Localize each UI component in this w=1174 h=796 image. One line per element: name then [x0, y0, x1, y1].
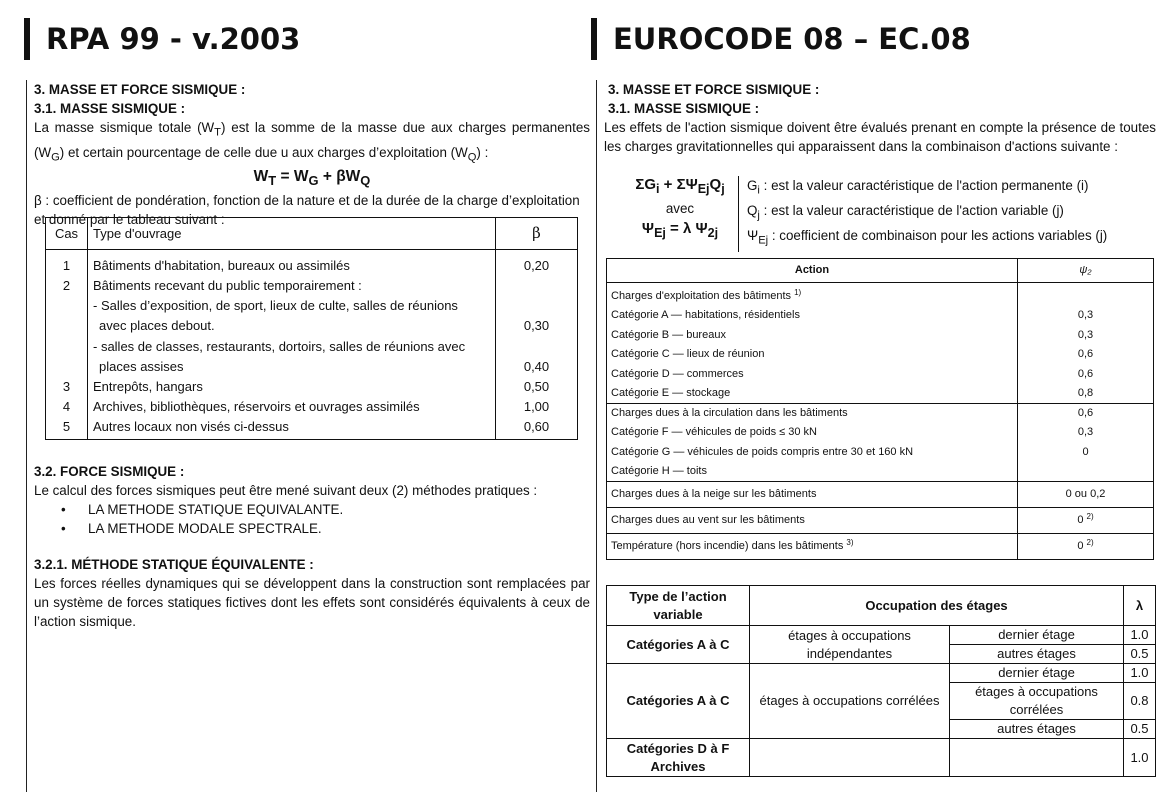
floor-cell: autres étages	[950, 720, 1124, 739]
floor-cell: dernier étage	[950, 664, 1124, 683]
right-column-rule	[596, 80, 597, 792]
action-cell: Charges dues à la circulation dans les bâtiments	[607, 404, 1018, 424]
table-row	[607, 404, 1154, 424]
occupation-cell: étages à occupations indépendantes	[750, 626, 950, 664]
category-cell: Catégories A à C	[607, 626, 750, 664]
action-cell: Charges dues à la neige sur les bâtiments	[607, 482, 1018, 508]
table-row	[607, 345, 1154, 365]
type-cell: Archives, bibliothèques, réservoirs et ouvrages assimilés	[88, 397, 496, 417]
def-psi: $\Psi_{Ej}$ : coefficient de combinaison pour les actions variables (j)	[747, 228, 1108, 248]
action-cell: Catégorie F — véhicules de poids ≤ 30 kN	[607, 423, 1018, 443]
force-section	[34, 462, 590, 631]
psi-cell: 0,6	[1077, 348, 1094, 361]
table-row	[607, 365, 1154, 385]
psi-cell	[1018, 283, 1154, 307]
cas-cell	[46, 356, 88, 376]
beta-cell: 0,60	[523, 419, 550, 435]
psi2-table	[606, 258, 1154, 560]
section-3-2-heading: 3.2. FORCE SISMIQUE :	[34, 464, 185, 479]
action-cell: Catégorie H — toits	[607, 462, 1018, 482]
table-header-row	[607, 586, 1156, 626]
table-row	[607, 283, 1154, 307]
wt-formula: $W_T = W_G + \beta W_Q$	[253, 168, 371, 189]
lambda-cell: 0.5	[1124, 720, 1156, 739]
col-psi2-header: ψ₂	[1018, 259, 1154, 283]
psi-cell: 0,6	[1077, 367, 1094, 380]
action-cell: Charges dues au vent sur les bâtiments	[607, 508, 1018, 534]
action-cell: Catégorie E — stockage	[607, 384, 1018, 404]
floor-cell: dernier étage	[950, 626, 1124, 645]
beta-table	[45, 217, 578, 440]
lambda-table	[606, 585, 1156, 777]
section-3-2-1-heading: 3.2.1. MÉTHODE STATIQUE ÉQUIVALENTE :	[34, 557, 314, 572]
lambda-cell: 0.8	[1124, 683, 1156, 720]
cas-cell: 5	[46, 417, 88, 440]
table-row	[46, 417, 578, 440]
col-lambda-header: λ	[1124, 586, 1156, 626]
type-cell: Bâtiments recevant du public temporairement :	[88, 275, 496, 295]
table-row	[607, 482, 1154, 508]
action-cell: Charges d'exploitation des bâtiments $^{1)}$	[607, 283, 1018, 307]
table-row	[607, 423, 1154, 443]
cas-cell	[46, 295, 88, 315]
table-header-row	[607, 259, 1154, 283]
cas-cell: 2	[46, 275, 88, 295]
beta-cell: 0,40	[523, 358, 550, 374]
category-cell: Catégories A à C	[607, 664, 750, 739]
psi-formula: $\Psi_{Ej} = \lambda$ $\Psi_{2j}$	[641, 220, 719, 240]
psi-cell: 0,3	[1077, 309, 1094, 322]
col-action-header: Action	[607, 259, 1018, 283]
table-row	[607, 384, 1154, 404]
ec-section-3-1-heading: 3.1. MASSE SISMIQUE :	[608, 101, 760, 116]
seismic-mass-paragraph: La masse sismique totale $(W_T)$ est la somme de la masse due aux charges permanentes $(W_G)$ et certain pourcentage de celle due u aux charges d’exploitation $(W_Q)$ :	[34, 120, 590, 164]
formula-definitions	[738, 176, 1107, 252]
lambda-cell: 1.0	[1124, 626, 1156, 645]
floor-cell: autres étages	[950, 645, 1124, 664]
cas-cell: 1	[46, 250, 88, 276]
beta-cell: 0,30	[523, 318, 550, 334]
static-method-paragraph: Les forces réelles dynamiques qui se développent dans la construction sont remplacées par un système de forces statiques fictives dont les effets sont considérés équivalents à ceux de l’action sismique.	[34, 576, 590, 629]
psi-cell: 0 $^{2)}$	[1018, 508, 1154, 534]
cas-cell	[46, 316, 88, 336]
cas-cell: 3	[46, 376, 88, 396]
psi-cell: 0,3	[1077, 426, 1094, 439]
floor-cell: étages à occupations corrélées	[950, 683, 1124, 720]
action-cell: Catégorie B — bureaux	[607, 326, 1018, 346]
action-cell: Catégorie C — lieux de réunion	[607, 345, 1018, 365]
table-row	[607, 306, 1154, 326]
type-cell: Entrepôts, hangars	[88, 376, 496, 396]
col-type-header: Type d'ouvrage	[88, 218, 496, 250]
cas-cell	[46, 336, 88, 356]
type-cell: - Salles d’exposition, de sport, lieux de culte, salles de réunions	[88, 295, 496, 315]
beta-cell	[496, 275, 578, 295]
table-row	[607, 534, 1154, 560]
table-row	[607, 626, 1156, 645]
lambda-cell: 0.5	[1124, 645, 1156, 664]
right-page-heading: EUROCODE 08 – EC.08	[591, 18, 1151, 60]
psi-cell: 0,3	[1077, 328, 1094, 341]
category-cell: Catégories D à F Archives	[607, 739, 750, 777]
col-occupation-header: Occupation des étages	[750, 586, 1124, 626]
section-3-heading: 3. MASSE ET FORCE SISMIQUE :	[34, 82, 246, 97]
rpa-column	[34, 80, 590, 629]
ec8-column	[604, 80, 1156, 774]
section-3-1-heading: 3.1. MASSE SISMIQUE :	[34, 101, 186, 116]
psi-cell: 0,8	[1077, 387, 1094, 399]
table-row	[607, 739, 1156, 777]
methods-list	[34, 500, 590, 538]
psi-cell	[1018, 462, 1154, 482]
type-cell: places assises	[88, 356, 496, 376]
formula-left	[624, 175, 736, 243]
left-column-rule	[26, 80, 27, 792]
table-header-row	[46, 218, 578, 250]
action-cell: Catégorie D — commerces	[607, 365, 1018, 385]
psi-cell: 0 ou 0,2	[1018, 482, 1154, 508]
beta-definition: β : coefficient de pondération, fonction de la nature et de la durée de la charge d’exploitation et donné par le tableau suivant :	[34, 193, 580, 228]
type-cell: avec places debout.	[88, 316, 496, 336]
combination-formula	[604, 175, 1156, 248]
force-paragraph: Le calcul des forces sismiques peut être mené suivant deux (2) méthodes pratiques :	[34, 483, 538, 498]
lambda-cell: 1.0	[1124, 664, 1156, 683]
cas-cell: 4	[46, 397, 88, 417]
type-cell: - salles de classes, restaurants, dortoirs, salles de réunions avec	[88, 336, 496, 356]
action-cell: Température (hors incendie) dans les bâtiments $^{3)}$	[607, 534, 1018, 560]
table-row	[607, 462, 1154, 482]
sum-formula: $\Sigma G_i + \Sigma\Psi_{Ej}Q_j$	[635, 176, 725, 196]
beta-cell: 0,50	[523, 379, 550, 395]
table-row	[46, 316, 578, 336]
beta-cell	[496, 295, 578, 315]
def-gi: $G_i$ : est la valeur caractéristique de l'action permanente (i)	[747, 178, 1089, 197]
type-cell: Bâtiments d'habitation, bureaux ou assimilés	[88, 250, 496, 276]
occupation-cell: étages à occupations corrélées	[750, 664, 950, 739]
table-row	[46, 397, 578, 417]
type-cell: Autres locaux non visés ci-dessus	[88, 417, 496, 440]
table-row	[46, 336, 578, 356]
psi-cell: 0	[1082, 445, 1089, 458]
col-beta-header: β	[496, 218, 578, 250]
action-cell: Catégorie G — véhicules de poids compris entre 30 et 160 kN	[607, 443, 1018, 463]
table-row	[46, 275, 578, 295]
psi-cell: 0 $^{2)}$	[1018, 534, 1154, 560]
list-item: • LA METHODE MODALE SPECTRALE.	[34, 519, 590, 538]
action-cell: Catégorie A — habitations, résidentiels	[607, 306, 1018, 326]
table-row	[46, 376, 578, 396]
occupation-cell	[750, 739, 950, 777]
ec-section-3-heading: 3. MASSE ET FORCE SISMIQUE :	[608, 82, 820, 97]
psi-cell: 0,6	[1018, 404, 1154, 424]
beta-cell	[496, 336, 578, 356]
list-item: • LA METHODE STATIQUE EQUIVALANTE.	[34, 500, 590, 519]
table-row	[607, 326, 1154, 346]
table-row	[607, 443, 1154, 463]
col-cas-header: Cas	[46, 218, 88, 250]
col-type-header: Type de l’action variable	[607, 586, 750, 626]
floor-cell	[950, 739, 1124, 777]
table-row	[607, 508, 1154, 534]
table-row	[46, 356, 578, 376]
left-page-heading: RPA 99 - v.2003	[24, 18, 564, 60]
beta-cell: 1,00	[523, 399, 550, 415]
lambda-cell: 1.0	[1124, 739, 1156, 777]
table-row	[46, 250, 578, 276]
table-row	[46, 295, 578, 315]
ec-seismic-mass-paragraph: Les effets de l'action sismique doivent être évalués prenant en compte la présence de toutes les charges gravitationnelles qui apparaissent dans la combinaison d'actions suivante :	[604, 120, 1156, 154]
avec-word: avec	[665, 201, 695, 216]
beta-cell: 0,20	[523, 258, 550, 273]
table-row	[607, 664, 1156, 683]
def-qj: $Q_j$ : est la valeur caractéristique de l'action variable (j)	[747, 203, 1064, 222]
